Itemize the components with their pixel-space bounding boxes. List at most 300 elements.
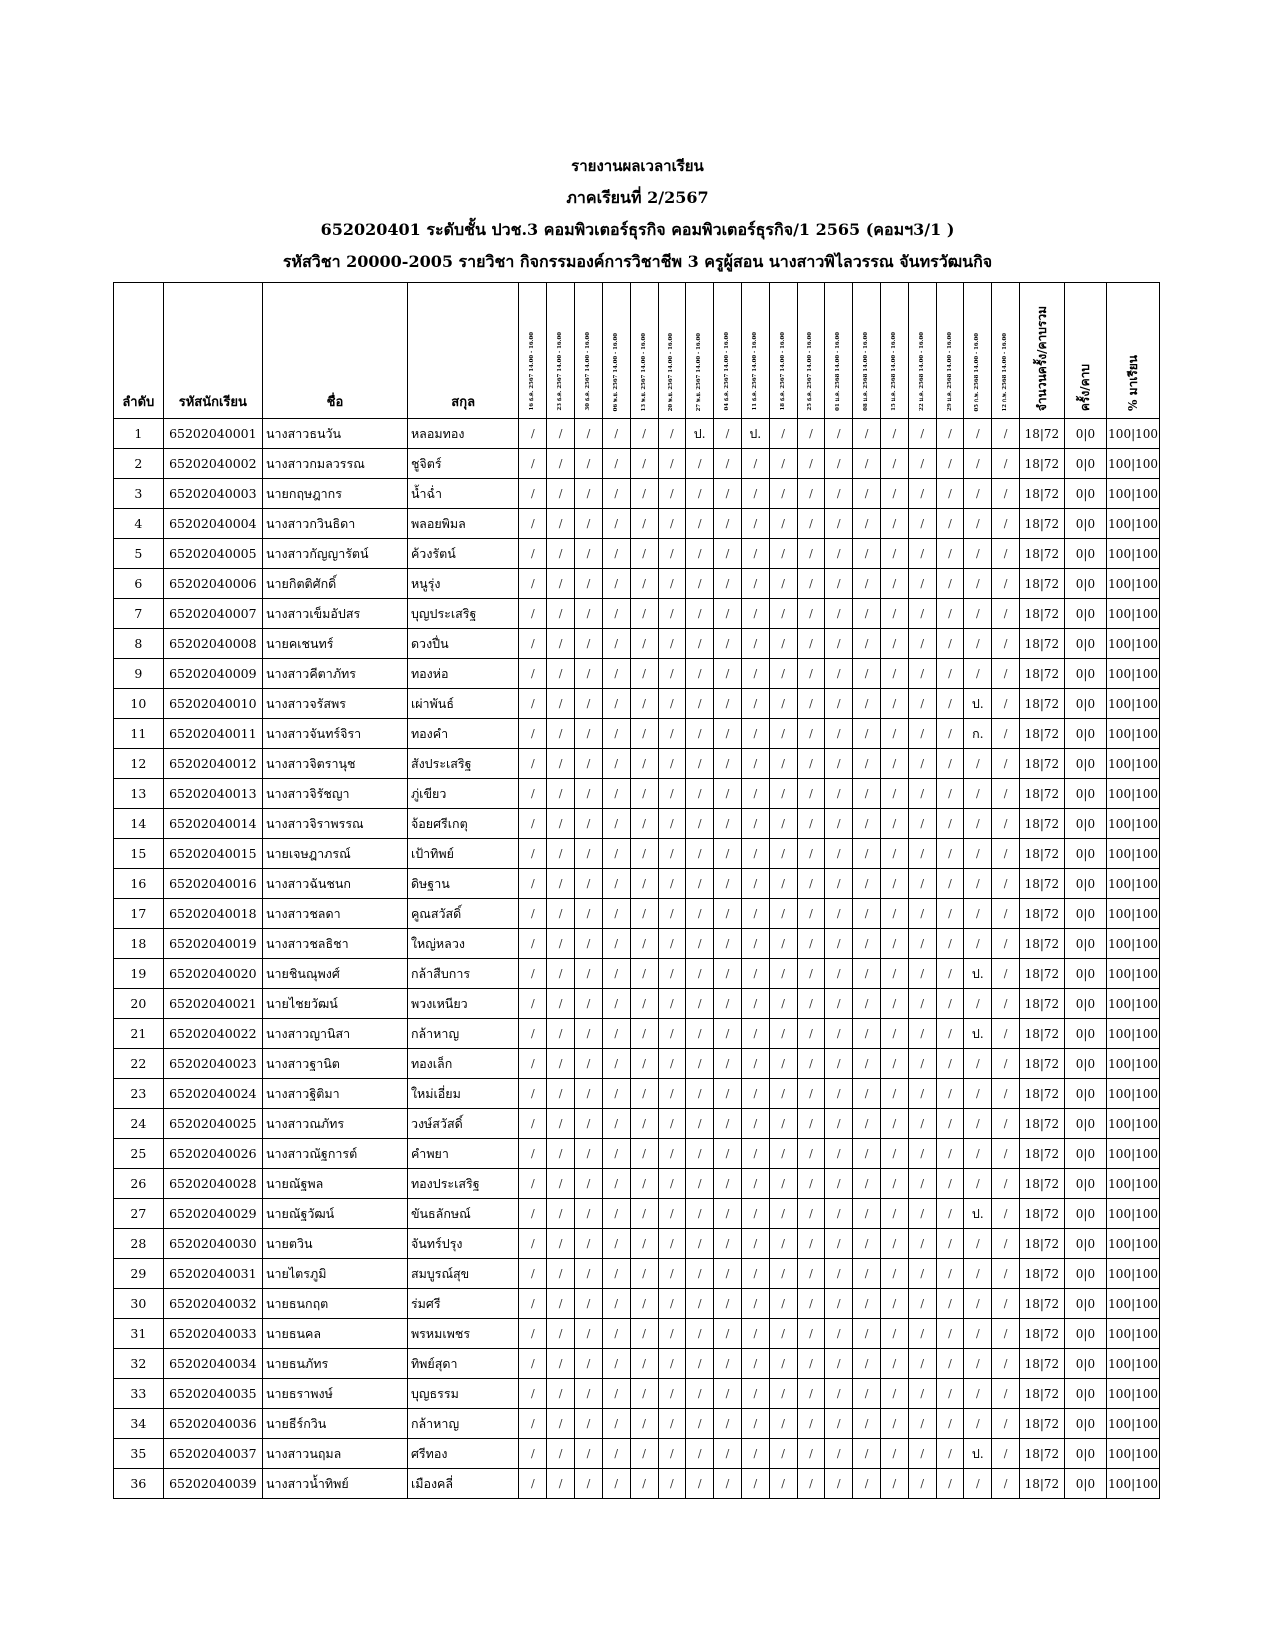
row-number: 20: [114, 989, 164, 1019]
attendance-mark: /: [908, 779, 936, 809]
attendance-mark: /: [575, 899, 603, 929]
attendance-mark: /: [853, 1079, 881, 1109]
attendance-mark: /: [686, 509, 714, 539]
attendance-mark: /: [630, 749, 658, 779]
last-name: คำพยา: [407, 1139, 519, 1169]
student-id: 65202040034: [163, 1349, 262, 1379]
attendance-mark: /: [686, 1469, 714, 1499]
attendance-mark: /: [992, 1289, 1020, 1319]
attendance-mark: /: [741, 659, 769, 689]
attendance-mark: /: [964, 779, 992, 809]
attendance-percent: 100|100: [1107, 1169, 1160, 1199]
attendance-mark: /: [853, 989, 881, 1019]
total-periods: 18|72: [1020, 689, 1065, 719]
attendance-mark: /: [575, 839, 603, 869]
attendance-mark: /: [519, 1169, 547, 1199]
attendance-percent: 100|100: [1107, 1019, 1160, 1049]
attendance-mark: /: [630, 1379, 658, 1409]
date-label: 20 พ.ย. 2567 14.00 - 16.00: [668, 332, 675, 411]
attendance-mark: /: [547, 779, 575, 809]
attendance-mark: /: [575, 569, 603, 599]
header-row: [114, 283, 1160, 419]
attendance-mark: /: [547, 1319, 575, 1349]
student-id: 65202040004: [163, 509, 262, 539]
attendance-mark: /: [992, 599, 1020, 629]
attendance-mark: /: [519, 1409, 547, 1439]
student-id: 65202040036: [163, 1409, 262, 1439]
date-label: 25 ธ.ค. 2567 14.00 - 16.00: [807, 332, 814, 411]
attendance-mark: /: [992, 809, 1020, 839]
attendance-mark: /: [881, 419, 909, 449]
attendance-mark: /: [630, 449, 658, 479]
attendance-mark: /: [964, 749, 992, 779]
date-label: 18 ธ.ค. 2567 14.00 - 16.00: [779, 332, 786, 411]
attendance-mark: /: [714, 599, 742, 629]
attendance-mark: /: [769, 1109, 797, 1139]
total-periods: 18|72: [1020, 989, 1065, 1019]
attendance-percent: 100|100: [1107, 719, 1160, 749]
student-id: 65202040035: [163, 1379, 262, 1409]
attendance-mark: /: [658, 899, 686, 929]
attendance-mark: /: [602, 779, 630, 809]
first-name: นายตวิน: [262, 1229, 407, 1259]
attendance-mark: /: [881, 839, 909, 869]
attendance-mark: /: [658, 1409, 686, 1439]
table-row: [114, 689, 1160, 719]
attendance-mark: /: [575, 1319, 603, 1349]
attendance-mark: /: [992, 509, 1020, 539]
attendance-mark: /: [630, 1199, 658, 1229]
attendance-mark: /: [964, 899, 992, 929]
attendance-mark: /: [575, 659, 603, 689]
date-label: 12 ก.พ. 2568 14.00 - 16.00: [1002, 332, 1009, 411]
attendance-mark: /: [630, 1229, 658, 1259]
attendance-mark: /: [714, 899, 742, 929]
attendance-mark: /: [769, 1259, 797, 1289]
attendance-mark: /: [797, 689, 825, 719]
attendance-mark: /: [575, 419, 603, 449]
attendance-mark: /: [575, 1349, 603, 1379]
col-date: [825, 283, 853, 419]
semester-line: ภาคเรียนที่ 2/2567: [566, 188, 709, 207]
attendance-mark: /: [769, 1019, 797, 1049]
attendance-mark: /: [853, 569, 881, 599]
attendance-mark: /: [630, 1469, 658, 1499]
attendance-mark: /: [575, 749, 603, 779]
attendance-mark: /: [741, 719, 769, 749]
attendance-mark: /: [741, 869, 769, 899]
attendance-mark: /: [992, 1109, 1020, 1139]
attendance-mark: /: [825, 569, 853, 599]
attendance-mark: /: [881, 749, 909, 779]
attendance-mark: /: [825, 1439, 853, 1469]
attendance-mark: /: [630, 1439, 658, 1469]
attendance-mark: /: [853, 809, 881, 839]
attendance-mark: /: [575, 1199, 603, 1229]
attendance-mark: /: [519, 1079, 547, 1109]
attendance-mark: /: [797, 1289, 825, 1319]
student-id: 65202040030: [163, 1229, 262, 1259]
absent-count: 0|0: [1064, 1049, 1107, 1079]
attendance-mark: /: [741, 779, 769, 809]
attendance-mark: /: [686, 1019, 714, 1049]
attendance-percent: 100|100: [1107, 1439, 1160, 1469]
attendance-mark: /: [769, 809, 797, 839]
table-row: [114, 839, 1160, 869]
attendance-mark: /: [741, 599, 769, 629]
total-periods: 18|72: [1020, 779, 1065, 809]
attendance-mark: /: [547, 1139, 575, 1169]
attendance-mark: /: [602, 1379, 630, 1409]
attendance-mark: /: [825, 1019, 853, 1049]
attendance-mark: /: [686, 1109, 714, 1139]
first-name: นางสาวฐิติมา: [262, 1079, 407, 1109]
student-id: 65202040023: [163, 1049, 262, 1079]
attendance-mark: /: [853, 1289, 881, 1319]
row-number: 24: [114, 1109, 164, 1139]
absent-count: 0|0: [1064, 1379, 1107, 1409]
attendance-mark: /: [797, 569, 825, 599]
attendance-percent: 100|100: [1107, 899, 1160, 929]
attendance-mark: /: [881, 449, 909, 479]
attendance-mark: /: [992, 1349, 1020, 1379]
first-name: นายธราพงษ์: [262, 1379, 407, 1409]
attendance-mark: /: [908, 1199, 936, 1229]
absent-count: 0|0: [1064, 929, 1107, 959]
date-label: 04 ธ.ค. 2567 14.00 - 16.00: [724, 332, 731, 411]
attendance-mark: /: [602, 1469, 630, 1499]
student-id: 65202040015: [163, 839, 262, 869]
total-periods: 18|72: [1020, 1229, 1065, 1259]
student-id: 65202040011: [163, 719, 262, 749]
attendance-mark: /: [936, 1199, 964, 1229]
attendance-mark: /: [881, 1259, 909, 1289]
student-id: 65202040028: [163, 1169, 262, 1199]
attendance-mark: /: [908, 509, 936, 539]
table-row: [114, 1169, 1160, 1199]
attendance-mark: /: [741, 1439, 769, 1469]
attendance-mark: /: [519, 1049, 547, 1079]
attendance-mark: /: [714, 1169, 742, 1199]
attendance-mark: /: [992, 1229, 1020, 1259]
attendance-mark: /: [936, 1229, 964, 1259]
student-id: 65202040032: [163, 1289, 262, 1319]
attendance-mark: /: [992, 659, 1020, 689]
attendance-mark: /: [741, 449, 769, 479]
attendance-mark: /: [853, 1109, 881, 1139]
attendance-mark: /: [575, 869, 603, 899]
attendance-mark: /: [992, 1139, 1020, 1169]
attendance-mark: /: [741, 1409, 769, 1439]
attendance-mark: /: [519, 1349, 547, 1379]
attendance-mark: /: [936, 659, 964, 689]
attendance-mark: /: [658, 689, 686, 719]
report-title: รายงานผลเวลาเรียน: [571, 157, 704, 175]
attendance-mark: /: [797, 719, 825, 749]
attendance-mark: /: [686, 1079, 714, 1109]
attendance-mark: /: [602, 419, 630, 449]
attendance-mark: /: [686, 479, 714, 509]
row-number: 19: [114, 959, 164, 989]
attendance-mark: /: [825, 1469, 853, 1499]
attendance-mark: /: [797, 509, 825, 539]
attendance-mark: /: [825, 779, 853, 809]
attendance-mark: /: [575, 449, 603, 479]
attendance-mark: /: [741, 959, 769, 989]
absent-count: 0|0: [1064, 1349, 1107, 1379]
attendance-mark: /: [992, 449, 1020, 479]
last-name: ทองคำ: [407, 719, 519, 749]
attendance-mark: /: [602, 1169, 630, 1199]
attendance-mark: /: [797, 539, 825, 569]
table-row: [114, 569, 1160, 599]
attendance-mark: /: [769, 599, 797, 629]
last-name: บุญประเสริฐ: [407, 599, 519, 629]
attendance-mark: /: [714, 749, 742, 779]
absent-count: 0|0: [1064, 479, 1107, 509]
first-name: นางสาวนฤมล: [262, 1439, 407, 1469]
absent-count: 0|0: [1064, 1259, 1107, 1289]
attendance-mark: /: [853, 1409, 881, 1439]
attendance-mark: /: [630, 509, 658, 539]
attendance-mark: ก.: [964, 719, 992, 749]
attendance-mark: /: [630, 1349, 658, 1379]
attendance-mark: /: [714, 569, 742, 599]
total-periods: 18|72: [1020, 1199, 1065, 1229]
date-label: 15 ม.ค. 2568 14.00 - 16.00: [890, 332, 897, 411]
attendance-mark: /: [964, 419, 992, 449]
attendance-mark: /: [547, 629, 575, 659]
attendance-mark: /: [964, 809, 992, 839]
absent-count: 0|0: [1064, 449, 1107, 479]
total-periods: 18|72: [1020, 509, 1065, 539]
attendance-mark: /: [630, 1319, 658, 1349]
student-id: 65202040019: [163, 929, 262, 959]
row-number: 35: [114, 1439, 164, 1469]
attendance-mark: /: [658, 839, 686, 869]
row-number: 8: [114, 629, 164, 659]
attendance-mark: /: [769, 899, 797, 929]
attendance-mark: /: [992, 1169, 1020, 1199]
attendance-mark: /: [881, 569, 909, 599]
absent-count: 0|0: [1064, 1319, 1107, 1349]
first-name: นายไชยวัฒน์: [262, 989, 407, 1019]
table-row: [114, 1319, 1160, 1349]
student-id: 65202040012: [163, 749, 262, 779]
absent-count: 0|0: [1064, 719, 1107, 749]
attendance-mark: /: [797, 1259, 825, 1289]
absent-count: 0|0: [1064, 1229, 1107, 1259]
attendance-mark: /: [658, 1319, 686, 1349]
attendance-mark: /: [853, 1169, 881, 1199]
attendance-mark: /: [881, 539, 909, 569]
attendance-mark: /: [547, 719, 575, 749]
attendance-mark: /: [741, 1229, 769, 1259]
attendance-mark: /: [575, 1229, 603, 1259]
attendance-mark: /: [658, 419, 686, 449]
attendance-mark: /: [769, 989, 797, 1019]
table-row: [114, 1409, 1160, 1439]
table-row: [114, 629, 1160, 659]
attendance-mark: /: [797, 869, 825, 899]
absent-count: 0|0: [1064, 1439, 1107, 1469]
attendance-percent: 100|100: [1107, 1259, 1160, 1289]
attendance-mark: /: [575, 929, 603, 959]
first-name: นายกฤษฎากร: [262, 479, 407, 509]
absent-count: 0|0: [1064, 1409, 1107, 1439]
attendance-mark: /: [575, 1019, 603, 1049]
table-row: [114, 959, 1160, 989]
attendance-mark: /: [853, 749, 881, 779]
attendance-mark: /: [602, 1139, 630, 1169]
attendance-mark: /: [853, 1319, 881, 1349]
attendance-mark: /: [769, 689, 797, 719]
attendance-mark: /: [714, 839, 742, 869]
date-label: 23 ธ.ค. 2567 14.00 - 16.00: [557, 332, 564, 411]
attendance-mark: /: [797, 449, 825, 479]
attendance-mark: /: [936, 809, 964, 839]
attendance-mark: /: [908, 1109, 936, 1139]
first-name: นายธนกฤต: [262, 1289, 407, 1319]
attendance-mark: /: [797, 1469, 825, 1499]
attendance-mark: /: [714, 1259, 742, 1289]
attendance-mark: /: [547, 1259, 575, 1289]
attendance-mark: /: [936, 599, 964, 629]
attendance-mark: /: [519, 1289, 547, 1319]
attendance-mark: /: [686, 1259, 714, 1289]
attendance-mark: /: [797, 989, 825, 1019]
last-name: จันทร์ปรุง: [407, 1229, 519, 1259]
attendance-mark: /: [547, 419, 575, 449]
attendance-mark: /: [908, 689, 936, 719]
attendance-mark: /: [686, 869, 714, 899]
first-name: นางสาวญานิสา: [262, 1019, 407, 1049]
attendance-mark: /: [741, 749, 769, 779]
attendance-mark: /: [992, 1259, 1020, 1289]
col-date: [853, 283, 881, 419]
attendance-mark: /: [575, 1109, 603, 1139]
attendance-mark: /: [797, 629, 825, 659]
attendance-mark: /: [936, 1169, 964, 1199]
total-periods: 18|72: [1020, 1049, 1065, 1079]
attendance-mark: /: [908, 1049, 936, 1079]
attendance-mark: /: [630, 1289, 658, 1319]
row-number: 28: [114, 1229, 164, 1259]
attendance-mark: /: [519, 989, 547, 1019]
attendance-mark: /: [741, 929, 769, 959]
attendance-mark: /: [964, 1229, 992, 1259]
table-row: [114, 779, 1160, 809]
attendance-mark: /: [602, 929, 630, 959]
first-name: นางสาวกมลวรรณ: [262, 449, 407, 479]
attendance-mark: /: [769, 959, 797, 989]
attendance-mark: /: [519, 749, 547, 779]
last-name: ใหญ่หลวง: [407, 929, 519, 959]
attendance-mark: /: [575, 509, 603, 539]
attendance-mark: /: [797, 1049, 825, 1079]
absent-count: 0|0: [1064, 419, 1107, 449]
attendance-mark: /: [992, 929, 1020, 959]
attendance-mark: /: [714, 1289, 742, 1319]
attendance-mark: /: [658, 929, 686, 959]
attendance-mark: /: [936, 629, 964, 659]
attendance-mark: /: [936, 1439, 964, 1469]
attendance-mark: /: [575, 1379, 603, 1409]
total-periods: 18|72: [1020, 1139, 1065, 1169]
attendance-mark: /: [881, 1019, 909, 1049]
attendance-mark: /: [853, 1199, 881, 1229]
attendance-mark: ป.: [964, 689, 992, 719]
attendance-percent: 100|100: [1107, 629, 1160, 659]
attendance-mark: /: [547, 1109, 575, 1139]
attendance-mark: /: [825, 989, 853, 1019]
last-name: พลอยพิมล: [407, 509, 519, 539]
attendance-mark: /: [992, 989, 1020, 1019]
attendance-mark: /: [602, 839, 630, 869]
col-student-id: รหัสนักเรียน: [163, 283, 262, 419]
first-name: นางสาวกวินธิดา: [262, 509, 407, 539]
attendance-mark: /: [769, 1049, 797, 1079]
attendance-mark: /: [769, 1139, 797, 1169]
absent-count: 0|0: [1064, 839, 1107, 869]
attendance-mark: /: [547, 749, 575, 779]
attendance-mark: /: [797, 659, 825, 689]
attendance-mark: /: [575, 1079, 603, 1109]
attendance-mark: /: [992, 749, 1020, 779]
total-periods: 18|72: [1020, 1079, 1065, 1109]
total-periods: 18|72: [1020, 1439, 1065, 1469]
first-name: นายณัฐพล: [262, 1169, 407, 1199]
attendance-percent: 100|100: [1107, 509, 1160, 539]
attendance-mark: /: [769, 539, 797, 569]
last-name: วงษ์สวัสดิ์: [407, 1109, 519, 1139]
attendance-mark: /: [547, 1289, 575, 1319]
attendance-mark: /: [630, 1019, 658, 1049]
attendance-mark: /: [853, 1349, 881, 1379]
total-periods: 18|72: [1020, 839, 1065, 869]
attendance-mark: /: [964, 569, 992, 599]
total-periods: 18|72: [1020, 899, 1065, 929]
col-absent: [1064, 283, 1107, 419]
col-no: ลำดับ: [114, 283, 164, 419]
class-line: 652020401 ระดับชั้น ปวช.3 คอมพิวเตอร์ธุรกิจ คอมพิวเตอร์ธุรกิจ/1 2565 (คอมฯ3/1 ): [320, 220, 955, 239]
attendance-mark: /: [964, 539, 992, 569]
attendance-mark: /: [797, 959, 825, 989]
last-name: กล้าสืบการ: [407, 959, 519, 989]
attendance-mark: /: [825, 419, 853, 449]
first-name: นางสาวจิตรานุช: [262, 749, 407, 779]
attendance-mark: /: [825, 809, 853, 839]
attendance-mark: /: [658, 809, 686, 839]
attendance-mark: /: [992, 1019, 1020, 1049]
date-label: 13 พ.ย. 2567 14.00 - 16.00: [640, 332, 647, 411]
attendance-mark: /: [602, 1439, 630, 1469]
date-label: 27 พ.ย. 2567 14.00 - 16.00: [696, 332, 703, 411]
attendance-percent: 100|100: [1107, 749, 1160, 779]
attendance-mark: /: [853, 1139, 881, 1169]
date-label: 05 ก.พ. 2568 14.00 - 16.00: [974, 332, 981, 411]
attendance-mark: /: [686, 629, 714, 659]
attendance-mark: /: [964, 479, 992, 509]
attendance-mark: /: [686, 1199, 714, 1229]
row-number: 30: [114, 1289, 164, 1319]
attendance-mark: /: [908, 629, 936, 659]
attendance-mark: /: [547, 1409, 575, 1439]
student-id: 65202040002: [163, 449, 262, 479]
attendance-mark: /: [825, 1229, 853, 1259]
table-row: [114, 809, 1160, 839]
total-periods: 18|72: [1020, 1409, 1065, 1439]
